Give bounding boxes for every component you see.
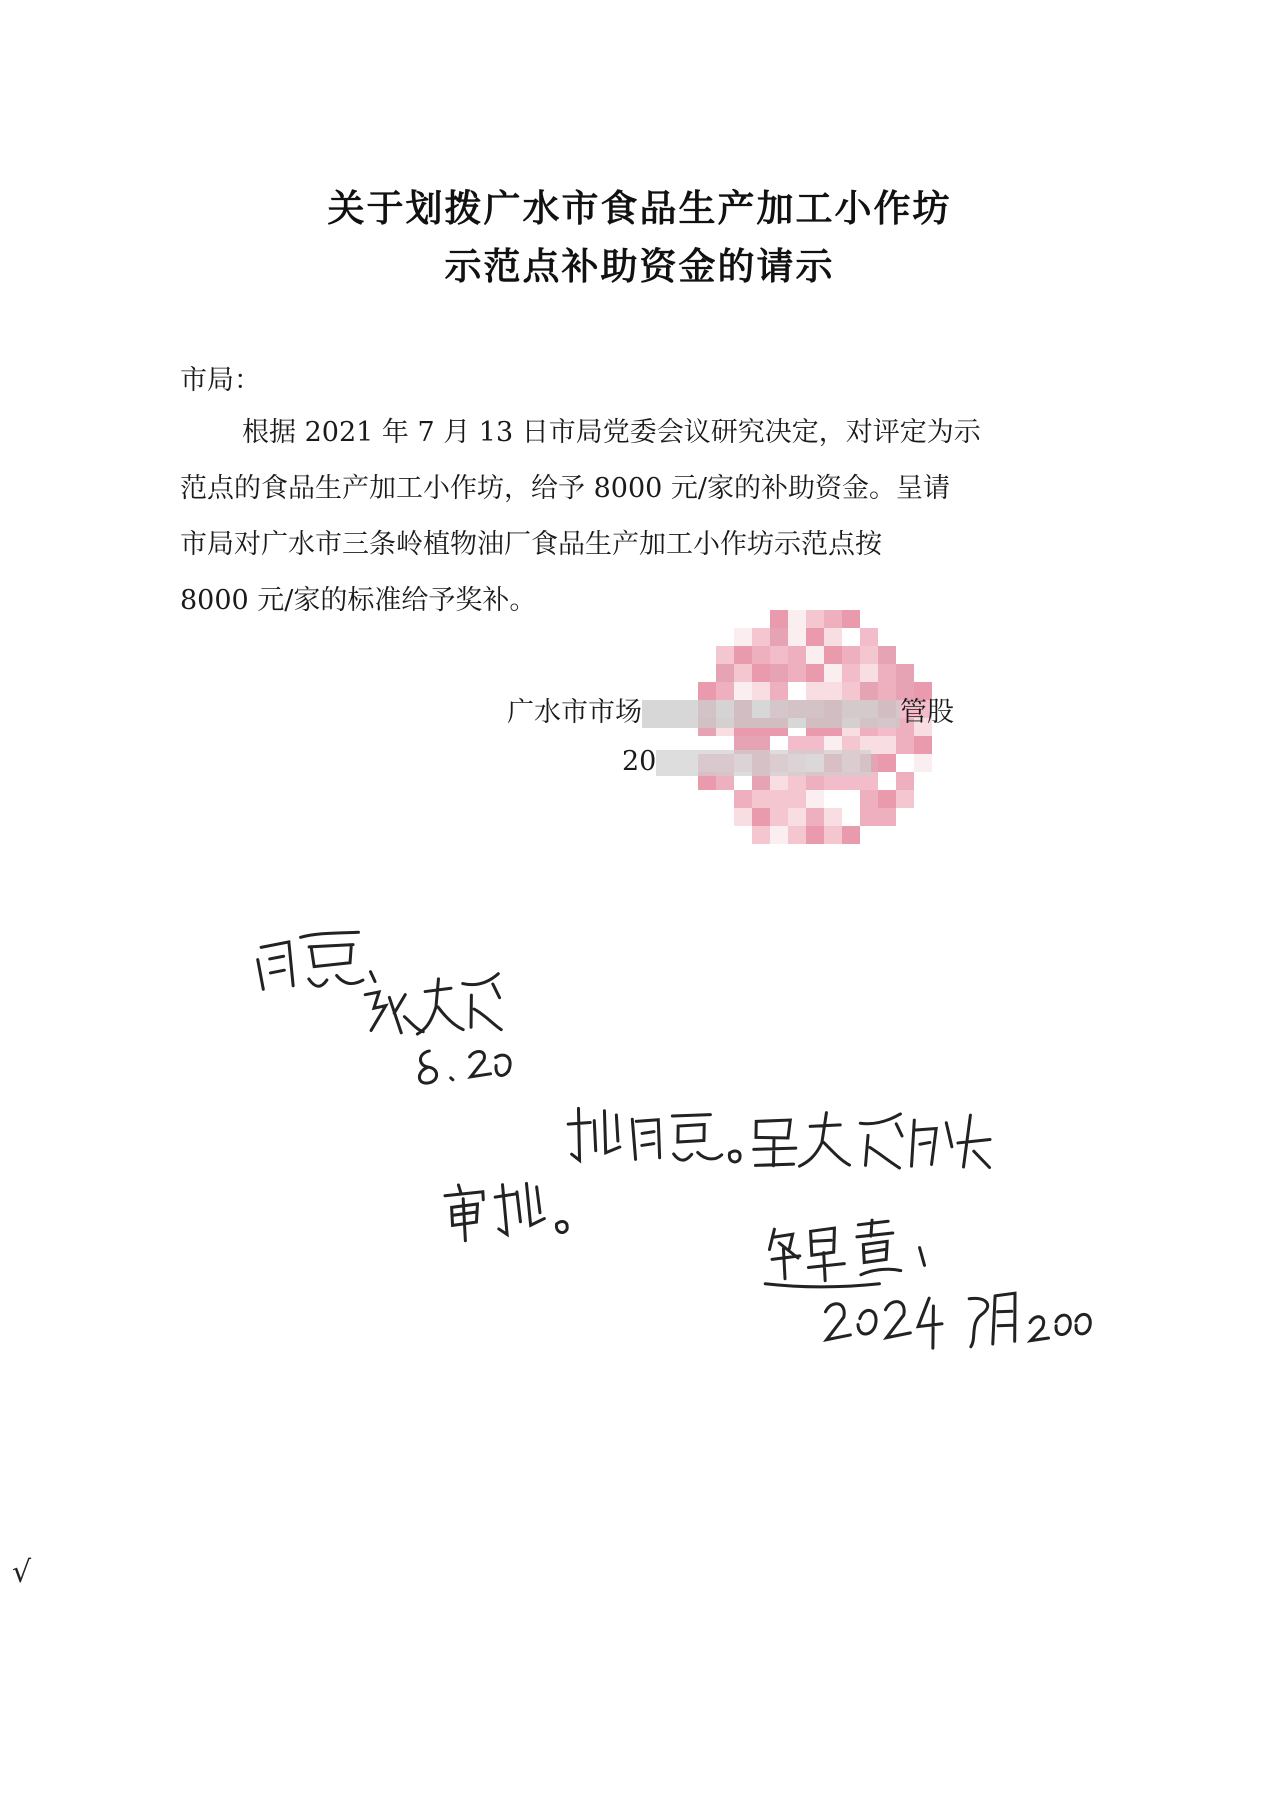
seal-mosaic-cell: [734, 628, 752, 646]
seal-mosaic-cell: [788, 664, 806, 682]
seal-mosaic-cell: [914, 736, 932, 754]
seal-mosaic-cell: [752, 664, 770, 682]
seal-mosaic-cell: [806, 808, 824, 826]
seal-mosaic-cell: [752, 790, 770, 808]
official-seal-redacted: [680, 610, 945, 850]
seal-mosaic-cell: [824, 826, 842, 844]
title-line-2: 示范点补助资金的请示: [444, 245, 835, 288]
seal-mosaic-cell: [752, 826, 770, 844]
seal-mosaic-cell: [788, 610, 806, 628]
sender-date-redaction: [656, 750, 871, 776]
handwritten-date-1: [409, 1034, 521, 1090]
body-line-2: 范点的食品生产加工小作坊，给予 8000 元/家的补助资金。呈请: [180, 473, 950, 504]
seal-mosaic-cell: [806, 610, 824, 628]
handwritten-signature-1: [358, 967, 511, 1045]
sender-org-redaction: [642, 700, 900, 728]
seal-mosaic-cell: [824, 808, 842, 826]
sender-organization: [507, 690, 954, 729]
seal-mosaic-cell: [824, 790, 842, 808]
seal-mosaic-cell: [842, 646, 860, 664]
seal-mosaic-cell: [824, 664, 842, 682]
sender-org-end: 管股: [900, 697, 954, 728]
seal-mosaic-cell: [842, 826, 860, 844]
seal-mosaic-cell: [842, 628, 860, 646]
seal-mosaic-cell: [896, 736, 914, 754]
seal-mosaic-cell: [842, 790, 860, 808]
seal-mosaic-cell: [770, 610, 788, 628]
seal-mosaic-cell: [860, 790, 878, 808]
body-line-3: 市局对广水市三条岭植物油厂食品生产加工小作坊示范点按: [180, 529, 882, 560]
seal-mosaic-cell: [896, 754, 914, 772]
seal-mosaic-cell: [734, 808, 752, 826]
seal-mosaic-cell: [806, 646, 824, 664]
seal-mosaic-cell: [806, 790, 824, 808]
seal-mosaic-cell: [842, 808, 860, 826]
seal-mosaic-cell: [860, 646, 878, 664]
seal-mosaic-cell: [734, 664, 752, 682]
seal-mosaic-cell: [842, 664, 860, 682]
seal-mosaic-cell: [806, 826, 824, 844]
seal-mosaic-cell: [860, 808, 878, 826]
seal-mosaic-cell: [824, 628, 842, 646]
seal-mosaic-cell: [860, 664, 878, 682]
seal-mosaic-cell: [770, 790, 788, 808]
seal-mosaic-cell: [806, 664, 824, 682]
seal-mosaic-cell: [806, 628, 824, 646]
seal-mosaic-cell: [914, 754, 932, 772]
seal-mosaic-cell: [716, 664, 734, 682]
seal-mosaic-cell: [752, 628, 770, 646]
seal-mosaic-cell: [878, 664, 896, 682]
title-line-1: 关于划拨广水市食品生产加工小作坊: [327, 187, 952, 230]
seal-mosaic-cell: [860, 628, 878, 646]
seal-mosaic-cell: [878, 736, 896, 754]
seal-mosaic-cell: [752, 808, 770, 826]
check-mark: √: [12, 1555, 32, 1590]
seal-mosaic-cell: [896, 772, 914, 790]
seal-mosaic-cell: [878, 772, 896, 790]
body-line-4: 8000 元/家的标准给予奖补。: [180, 585, 537, 616]
seal-mosaic-cell: [734, 790, 752, 808]
seal-mosaic-cell: [788, 826, 806, 844]
sender-date-start: 20: [622, 746, 657, 777]
seal-mosaic-cell: [788, 646, 806, 664]
sender-org-start: 广水市市场: [507, 697, 642, 728]
seal-mosaic-cell: [824, 646, 842, 664]
seal-mosaic-cell: [878, 646, 896, 664]
seal-mosaic-cell: [878, 790, 896, 808]
seal-mosaic-cell: [824, 610, 842, 628]
seal-mosaic-cell: [788, 628, 806, 646]
seal-mosaic-cell: [716, 646, 734, 664]
seal-mosaic-cell: [770, 808, 788, 826]
seal-mosaic-cell: [770, 664, 788, 682]
seal-mosaic-cell: [734, 646, 752, 664]
seal-mosaic-cell: [770, 628, 788, 646]
seal-mosaic-cell: [842, 610, 860, 628]
salutation: 市局：: [180, 365, 261, 396]
seal-mosaic-cell: [752, 646, 770, 664]
body-line-1: 根据 2021 年 7 月 13 日市局党委会议研究决定，对评定为示: [242, 417, 981, 448]
sender-date: [622, 746, 871, 777]
handwritten-date-2: [819, 1280, 1101, 1360]
seal-mosaic-cell: [896, 790, 914, 808]
seal-mosaic-cell: [716, 790, 734, 808]
seal-mosaic-cell: [878, 754, 896, 772]
seal-mosaic-cell: [878, 808, 896, 826]
seal-mosaic-cell: [788, 790, 806, 808]
seal-mosaic-cell: [896, 664, 914, 682]
handwritten-comment-2-line-1: [559, 1100, 1010, 1178]
seal-mosaic-cell: [788, 808, 806, 826]
handwritten-comment-2-line-2: [438, 1173, 581, 1250]
seal-mosaic-cell: [770, 826, 788, 844]
seal-mosaic-cell: [770, 646, 788, 664]
